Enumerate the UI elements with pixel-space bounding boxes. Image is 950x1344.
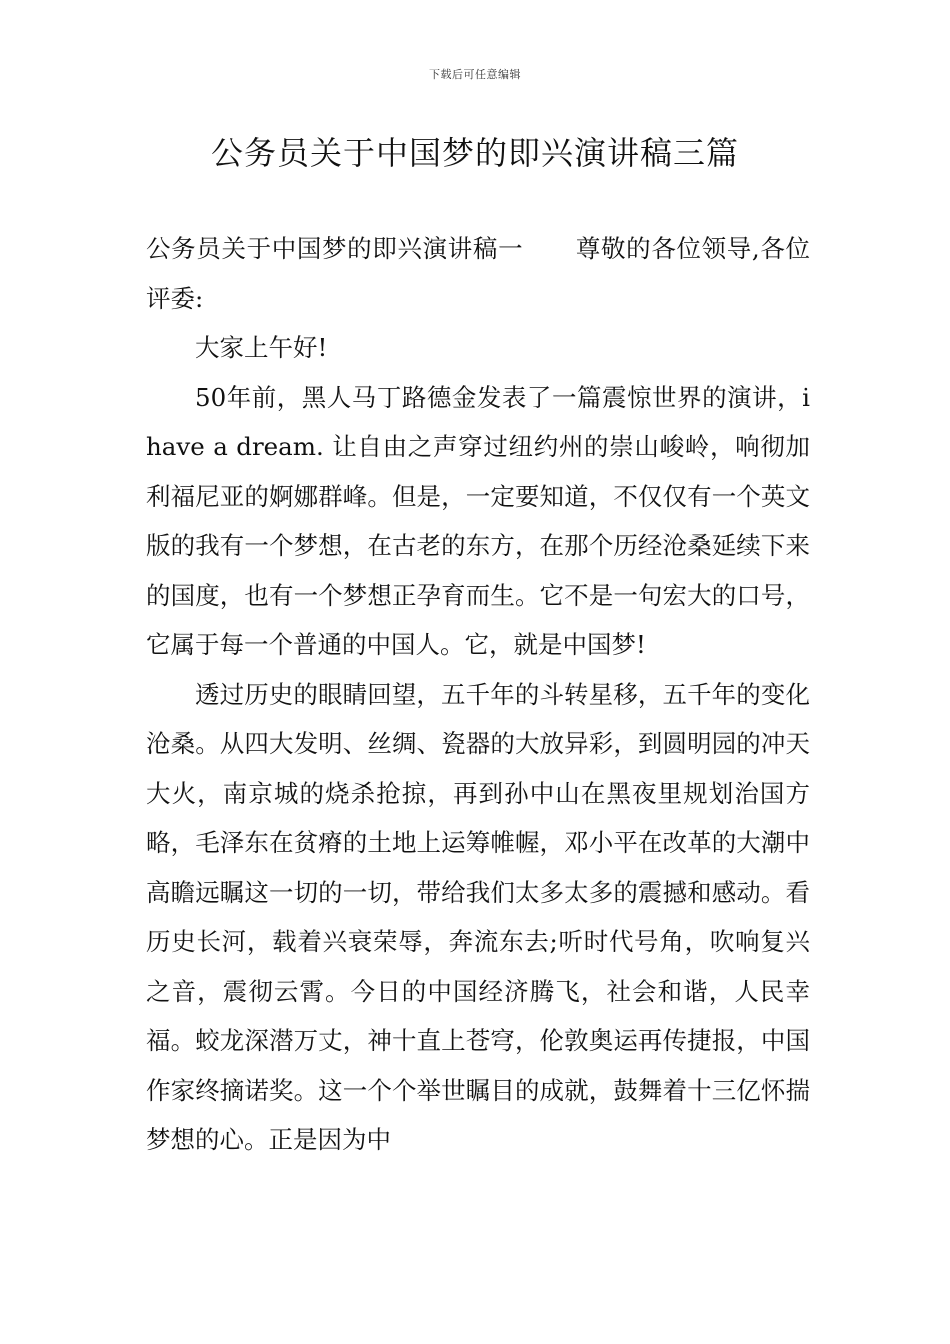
intro-heading: 公务员关于中国梦的即兴演讲稿一 — [146, 234, 524, 263]
document-title: 公务员关于中国梦的即兴演讲稿三篇 — [210, 134, 739, 172]
intro-paragraph — [146, 224, 810, 323]
header-note: 下载后可任意编辑 — [429, 68, 521, 81]
paragraph-dream: 50年前，黑人马丁路德金发表了一篇震惊世界的演讲，i have a dream. 让自由之声穿过纽约州的崇山峻岭，响彻加利福尼亚的婀娜群峰。但是，一定要知道，不仅仅有一个英文版的我有一个梦想，在古老的东方，在那个历经沧桑延续下来的国度，也有一个梦想正孕育而生。它不是一句宏大的口号，它属于每一个普通的中国人。它，就是中国梦! — [146, 382, 810, 659]
document-body — [146, 224, 810, 1165]
paragraph-history: 透过历史的眼睛回望，五千年的斗转星移，五千年的变化沧桑。从四大发明、丝绸、瓷器的大放异彩，到圆明园的冲天大火，南京城的烧杀抢掠，再到孙中山在黑夜里规划治国方略，毛泽东在贫瘠的土地上运筹帷幄，邓小平在改革的大潮中高瞻远瞩这一切的一切，带给我们太多太多的震撼和感动。看历史长河，载着兴衰荣辱，奔流东去;听时代号角，吹响复兴之音，震彻云霄。今日的中国经济腾飞，社会和谐，人民幸福。蛟龙深潜万丈，神十直上苍穹，伦敦奥运再传捷报，中国作家终摘诺奖。这一个个举世瞩目的成就，鼓舞着十三亿怀揣梦想的心。正是因为中 — [146, 679, 810, 1154]
intro-salutation: 尊敬的各位领导,各位评委: — [146, 234, 811, 313]
paragraph-greeting: 大家上午好! — [195, 333, 328, 362]
